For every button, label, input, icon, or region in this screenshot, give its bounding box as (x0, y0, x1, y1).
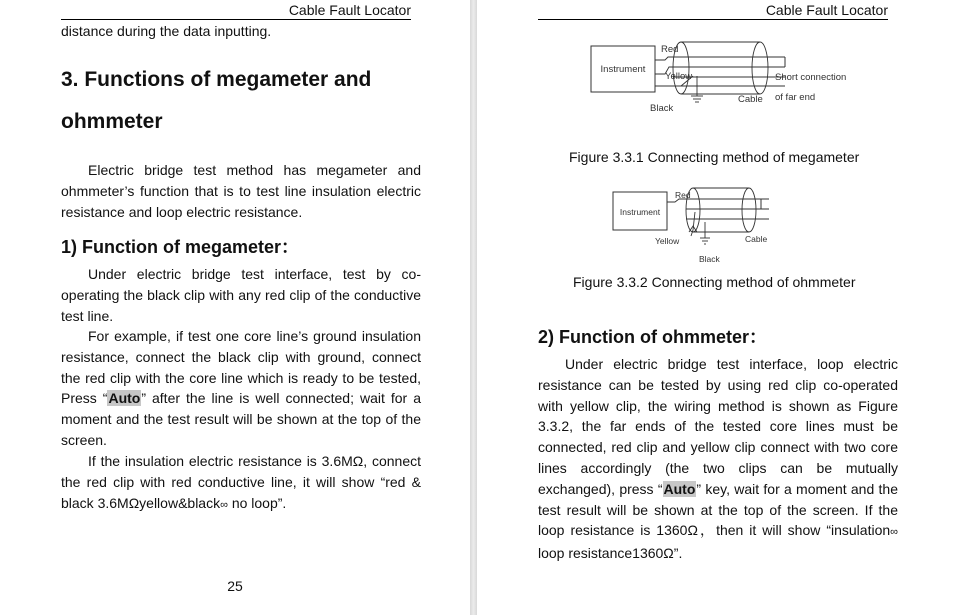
subsection-megameter-title: 1) Function of megameter： (61, 237, 300, 257)
para-2-text-before: For example, if test one core line’s ground insulation resistance, connect the black clip with ground, connect the red clip with the core line which is ready to be tested, Press “ (61, 328, 421, 407)
auto-key-label: Auto (108, 390, 141, 407)
ohmmeter-paragraph (538, 354, 898, 564)
black-label-2: Black (699, 254, 720, 264)
megameter-paragraph-3 (61, 451, 421, 515)
short-connection-label: Short connection (775, 72, 847, 83)
ohm-text-mid: ” key, wait for a moment and the test result will be shown at the top of the screen. If the loop resistance is 1360Ω，then it will show “insulation (538, 480, 898, 539)
page-number: 25 (227, 578, 243, 594)
left-page (0, 0, 470, 615)
black-label: Black (650, 103, 674, 114)
cable-end-far-2 (742, 188, 756, 232)
instrument-label: Instrument (600, 64, 646, 75)
cable-label: Cable (738, 94, 763, 105)
section-title: 3. Functions of megameter and ohmmeter (61, 68, 372, 133)
megameter-paragraph-1: Under electric bridge test interface, test by co-operating the black clip with any red clip of the conductive test line. (61, 266, 421, 324)
infinity-symbol: ∞ (220, 498, 228, 511)
auto-key-label-2: Auto (663, 480, 696, 497)
megameter-paragraph-2 (61, 326, 421, 451)
header-rule-right (538, 19, 888, 20)
intro-paragraph: Electric bridge test method has megameter and ohmmeter’s function that is to test line insulation electric resistance and loop electric resistance. (61, 162, 421, 220)
cable-label-2: Cable (745, 234, 768, 244)
red-wire (655, 57, 690, 60)
running-head-left: Cable Fault Locator (288, 2, 411, 18)
book-gutter (470, 0, 477, 615)
right-page (477, 0, 957, 615)
instrument-label-2: Instrument (619, 207, 661, 217)
yellow-label-2: Yellow (655, 236, 680, 246)
infinity-symbol-2: ∞ (890, 526, 898, 539)
figure-1-caption: Figure 3.3.1 Connecting method of megameter (569, 149, 860, 165)
ohmmeter-wiring-diagram (609, 182, 809, 270)
figure-2-caption: Figure 3.3.2 Connecting method of ohmmeter (573, 274, 856, 290)
header-rule-left (61, 19, 411, 20)
running-head-right: Cable Fault Locator (765, 2, 888, 18)
red-label-2: Red (675, 190, 691, 200)
subsection-ohmmeter-title: 2) Function of ohmmeter： (538, 327, 767, 347)
ohm-text-before: Under electric bridge test interface, loop electric resistance can be tested by using red clip co-operated with yellow clip, the wiring method is shown as Figure 3.3.2, the far ends of the tested core lines must be connected, red clip and yellow clip connect with two core lines accordingly (the two clips can be mutually exchanged), press “ (538, 356, 898, 497)
far-end-label: of far end (775, 92, 816, 103)
para-2-text-after: ” after the line is well connected; wait for a moment and the test result will be shown at the top of the screen. (61, 390, 421, 448)
para-3-text-before: If the insulation electric resistance is 3.6MΩ, connect the red clip with red conductive line, it will show “red & black 3.6MΩyellow&black (61, 453, 421, 511)
red-label: Red (661, 44, 679, 55)
yellow-label: Yellow (665, 71, 693, 82)
para-3-text-after: no loop”. (227, 494, 287, 511)
continuation-text: distance during the data inputting. (61, 23, 272, 39)
ohm-text-after: loop resistance1360Ω”. (538, 545, 683, 562)
megameter-wiring-diagram (585, 38, 885, 118)
